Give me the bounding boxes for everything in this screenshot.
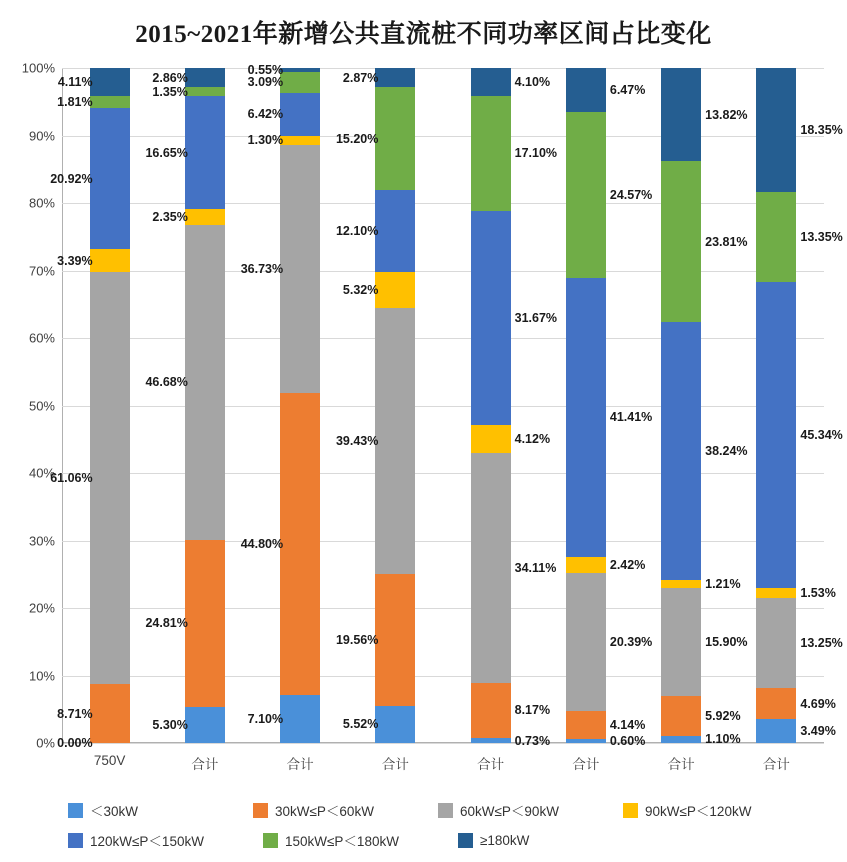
bar-value-label: 0.00% <box>57 736 93 750</box>
bar-segment[interactable] <box>661 696 701 736</box>
bar-value-label: 13.82% <box>705 107 748 122</box>
bar-value-label: 2.35% <box>152 209 188 224</box>
bar-value-label: 3.49% <box>800 724 836 739</box>
bar-segment[interactable] <box>280 145 320 393</box>
bar-value-label: 2.86% <box>152 70 188 85</box>
y-axis-tick-label: 40% <box>28 465 55 481</box>
bar-segment[interactable] <box>471 683 511 738</box>
bar-segment[interactable] <box>185 540 225 707</box>
y-axis-tick-label: 10% <box>28 668 55 683</box>
bar-value-label: 1.21% <box>705 577 741 592</box>
bar-segment[interactable] <box>280 68 320 72</box>
bar-value-label: 41.41% <box>609 410 653 425</box>
bar-segment[interactable] <box>90 249 130 272</box>
bar-segment[interactable] <box>661 588 701 695</box>
bar-segment[interactable] <box>566 278 606 558</box>
bar-segment[interactable] <box>756 598 796 687</box>
legend-label: 90kW≤P＜120kW <box>645 804 752 819</box>
legend-swatch <box>263 833 278 848</box>
stacked-bar[interactable] <box>280 68 320 743</box>
bar-segment[interactable] <box>661 580 701 588</box>
chart-title: 2015~2021年新增公共直流桩不同功率区间占比变化 <box>135 21 712 48</box>
legend-swatch <box>438 803 453 818</box>
bar-segment[interactable] <box>90 68 130 96</box>
x-axis-category-label: 合计 <box>667 757 695 772</box>
bar-value-label: 12.10% <box>335 223 379 238</box>
bar-value-label: 1.35% <box>152 84 188 99</box>
legend-swatch <box>68 803 83 818</box>
bar-segment[interactable] <box>375 272 415 308</box>
legend-item[interactable] <box>68 800 253 820</box>
x-axis-category-label: 合计 <box>477 757 505 772</box>
bar-segment[interactable] <box>566 557 606 573</box>
bar-column <box>634 68 748 772</box>
bar-value-label: 2.87% <box>342 70 379 85</box>
bar-segment[interactable] <box>90 272 130 684</box>
bar-value-label: 4.69% <box>800 696 836 711</box>
bar-segment[interactable] <box>661 161 701 322</box>
bar-segment[interactable] <box>280 136 320 145</box>
stacked-bar[interactable] <box>90 68 130 743</box>
x-axis-category-label: 合计 <box>572 757 600 772</box>
bar-column <box>538 68 653 772</box>
y-axis-tick-label: 70% <box>28 263 55 278</box>
y-axis-tick-label: 20% <box>28 600 55 616</box>
bar-segment[interactable] <box>661 322 701 580</box>
bar-value-label: 3.09% <box>247 75 284 90</box>
bar-value-label: 8.71% <box>57 706 93 721</box>
bar-segment[interactable] <box>375 68 415 87</box>
bar-segment[interactable] <box>471 68 511 96</box>
bar-value-label: 38.24% <box>705 444 748 459</box>
legend-label: 60kW≤P＜90kW <box>460 804 559 819</box>
bar-value-label: 7.10% <box>247 712 284 727</box>
bar-value-label: 34.11% <box>514 560 557 575</box>
legend-row <box>68 800 808 820</box>
bar-value-label: 1.10% <box>705 732 741 747</box>
bar-segment[interactable] <box>185 96 225 208</box>
bar-segment[interactable] <box>375 87 415 190</box>
legend-label: 150kW≤P＜180kW <box>285 834 399 849</box>
bar-segment[interactable] <box>280 695 320 743</box>
stacked-bar[interactable] <box>185 68 225 743</box>
bar-value-label: 2.42% <box>609 558 646 573</box>
bar-segment[interactable] <box>375 706 415 743</box>
y-axis-tick-label: 90% <box>28 128 55 143</box>
stacked-bar[interactable] <box>471 68 511 743</box>
legend-label: ＜30kW <box>90 804 139 819</box>
bar-segment[interactable] <box>90 108 130 249</box>
stacked-bar[interactable] <box>756 68 796 743</box>
bar-column <box>729 68 843 772</box>
legend-item[interactable] <box>253 800 438 820</box>
bar-value-label: 1.30% <box>247 133 284 148</box>
bar-column <box>240 62 348 772</box>
bar-segment[interactable] <box>185 225 225 540</box>
bar-value-label: 0.73% <box>514 733 551 748</box>
bar-segment[interactable] <box>566 112 606 278</box>
bar-value-label: 16.65% <box>145 145 188 160</box>
stacked-bar[interactable] <box>661 68 701 743</box>
bar-segment[interactable] <box>471 211 511 425</box>
bar-value-label: 0.60% <box>609 733 646 748</box>
bar-value-label: 39.43% <box>335 433 379 448</box>
bar-segment[interactable] <box>90 96 130 108</box>
chart-legend <box>68 800 808 860</box>
bar-column <box>50 68 157 768</box>
plot-area <box>21 60 843 772</box>
bar-value-label: 23.81% <box>705 234 748 249</box>
bar-segment[interactable] <box>566 573 606 711</box>
bar-value-label: 20.92% <box>50 171 93 186</box>
stacked-bar[interactable] <box>566 68 606 743</box>
y-axis-tick-label: 100% <box>21 60 55 76</box>
bar-value-label: 6.42% <box>247 107 284 122</box>
bar-value-label: 3.39% <box>57 253 93 268</box>
bar-segment[interactable] <box>185 707 225 743</box>
legend-item[interactable] <box>438 800 623 820</box>
bar-segment[interactable] <box>280 393 320 695</box>
legend-swatch <box>458 833 473 848</box>
y-axis-tick-label: 50% <box>28 398 55 413</box>
bar-segment[interactable] <box>471 738 511 743</box>
bar-value-label: 4.12% <box>514 431 551 446</box>
bar-value-label: 1.53% <box>800 586 836 601</box>
bar-value-label: 36.73% <box>240 261 284 276</box>
bar-segment[interactable] <box>90 684 130 743</box>
bar-value-label: 4.11% <box>57 74 93 89</box>
y-axis-tick-label: 80% <box>28 195 55 211</box>
bar-segment[interactable] <box>185 87 225 96</box>
x-axis-category-label: 750V <box>93 753 126 768</box>
legend-label: ≥180kW <box>480 832 530 848</box>
bar-segment[interactable] <box>756 688 796 720</box>
bar-value-label: 5.92% <box>705 708 741 723</box>
bar-segment[interactable] <box>375 308 415 574</box>
bar-segment[interactable] <box>756 588 796 598</box>
bar-value-label: 46.68% <box>145 375 188 390</box>
bar-value-label: 8.17% <box>514 703 551 718</box>
x-axis-category-label: 合计 <box>762 757 790 772</box>
y-axis-tick-label: 60% <box>28 330 55 346</box>
bar-segment[interactable] <box>375 574 415 706</box>
legend-label: 120kW≤P＜150kW <box>90 834 204 849</box>
bar-segment[interactable] <box>566 711 606 739</box>
bar-value-label: 6.47% <box>609 82 646 97</box>
bar-value-label: 15.90% <box>705 634 748 649</box>
bar-segment[interactable] <box>280 72 320 93</box>
bar-value-label: 5.30% <box>152 718 188 733</box>
legend-swatch <box>623 803 638 818</box>
bar-value-label: 44.80% <box>240 536 284 551</box>
bar-value-label: 4.14% <box>609 717 646 732</box>
x-axis-category-label: 合计 <box>286 757 314 772</box>
bar-segment[interactable] <box>471 425 511 453</box>
bar-segment[interactable] <box>375 190 415 272</box>
bar-value-label: 45.34% <box>800 427 843 442</box>
bar-segment[interactable] <box>661 736 701 743</box>
bar-value-label: 5.32% <box>342 282 379 297</box>
bar-value-label: 0.55% <box>247 62 284 77</box>
bar-value-label: 13.35% <box>800 229 843 244</box>
bar-value-label: 19.56% <box>335 632 379 647</box>
bar-value-label: 13.25% <box>800 636 843 651</box>
bar-segment[interactable] <box>756 719 796 743</box>
bar-segment[interactable] <box>471 96 511 211</box>
bar-segment[interactable] <box>756 282 796 588</box>
legend-item[interactable] <box>623 800 808 820</box>
y-axis-tick-label: 0% <box>36 735 55 751</box>
bar-segment[interactable] <box>280 93 320 136</box>
bar-segment[interactable] <box>185 209 225 225</box>
x-axis-category-label: 合计 <box>191 757 219 772</box>
legend-swatch <box>253 803 268 818</box>
bar-column <box>443 68 558 772</box>
bar-value-label: 31.67% <box>514 310 558 325</box>
bar-value-label: 1.81% <box>57 94 93 109</box>
bar-segment[interactable] <box>566 68 606 112</box>
bar-value-label: 24.81% <box>145 616 188 631</box>
y-axis-tick-label: 30% <box>28 533 55 548</box>
legend-item[interactable] <box>458 830 653 850</box>
bar-value-label: 61.06% <box>50 471 93 486</box>
x-axis-category-label: 合计 <box>381 757 409 772</box>
legend-swatch <box>68 833 83 848</box>
bar-value-label: 4.10% <box>514 74 551 89</box>
legend-label: 30kW≤P＜60kW <box>275 804 374 819</box>
legend-item[interactable] <box>68 830 263 850</box>
bar-segment[interactable] <box>566 739 606 743</box>
bar-column <box>335 68 443 772</box>
legend-item[interactable] <box>263 830 458 850</box>
stacked-bar[interactable] <box>375 68 415 743</box>
bar-value-label: 20.39% <box>609 635 653 650</box>
bar-value-label: 15.20% <box>335 131 379 146</box>
bar-segment[interactable] <box>471 453 511 683</box>
bar-value-label: 17.10% <box>514 146 558 161</box>
bar-segment[interactable] <box>756 192 796 282</box>
bar-value-label: 24.57% <box>609 187 653 202</box>
legend-row <box>68 830 808 850</box>
bar-segment[interactable] <box>756 68 796 192</box>
bar-segment[interactable] <box>661 68 701 161</box>
bar-value-label: 18.35% <box>800 122 843 137</box>
bar-value-label: 5.52% <box>342 717 379 732</box>
bar-segment[interactable] <box>185 68 225 87</box>
bar-column <box>145 68 252 772</box>
